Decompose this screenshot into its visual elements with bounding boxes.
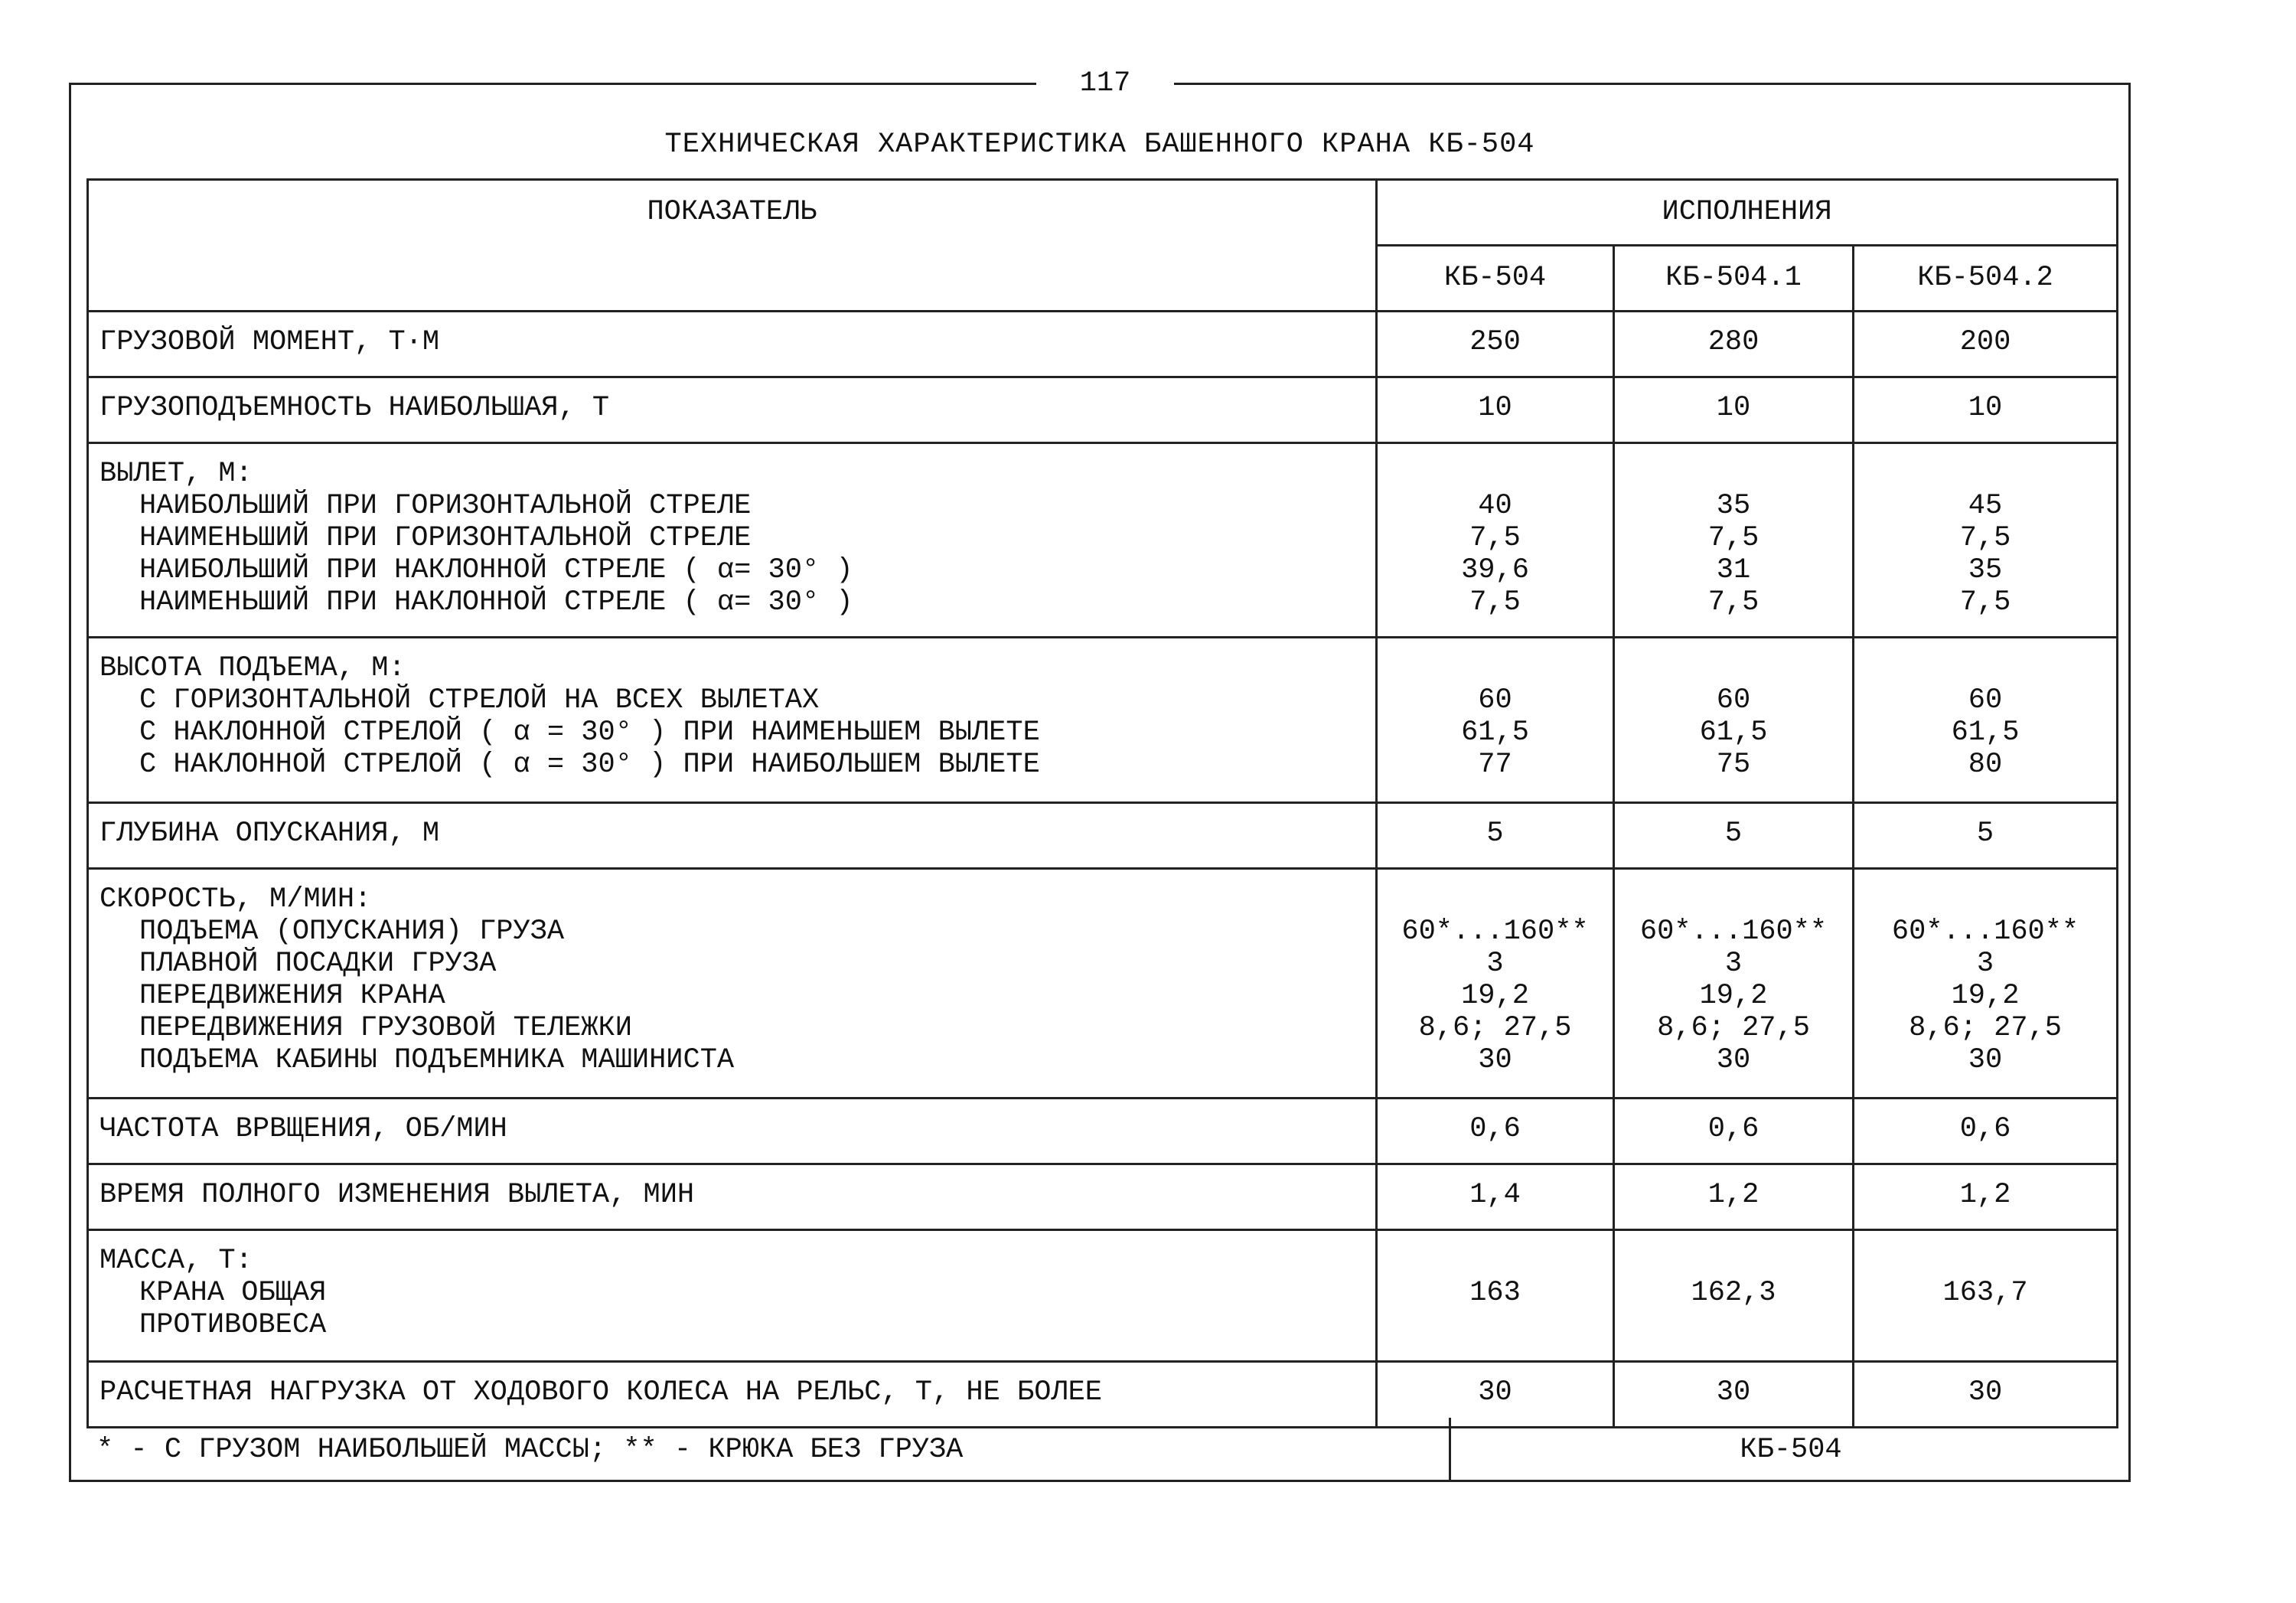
header-model: КБ-504 (1377, 246, 1614, 312)
value-cell (1614, 638, 1854, 803)
parameter-subitem: КРАНА ОБЩАЯ (139, 1277, 327, 1309)
page-title: ТЕХНИЧЕСКАЯ ХАРАКТЕРИСТИКА БАШЕННОГО КРАНА КБ-504 (664, 129, 1535, 161)
value-text: 1,2 (1959, 1179, 2011, 1211)
header-variants: ИСПОЛНЕНИЯ (1377, 180, 2118, 246)
value-text: 8,6; 27,5 (1657, 1012, 1810, 1044)
parameter-subitem: С НАКЛОННОЙ СТРЕЛОЙ ( α = 30° ) ПРИ НАИБОЛЬШЕМ ВЫЛЕТЕ (139, 749, 1040, 781)
parameter-name: СКОРОСТЬ, М/МИН: (99, 883, 372, 916)
parameter-subitem: С ГОРИЗОНТАЛЬНОЙ СТРЕЛОЙ НА ВСЕХ ВЫЛЕТАХ (139, 684, 820, 717)
value-text: 5 (1486, 818, 1504, 850)
value-cell (1854, 443, 2118, 638)
value-text: 61,5 (1699, 717, 1768, 749)
spacer (1381, 652, 1609, 684)
spacer (1618, 1245, 1849, 1277)
value-text: 60 (1968, 684, 2003, 717)
value-cell (1854, 638, 2118, 803)
value-cell (1614, 869, 1854, 1099)
spacer (1857, 883, 2113, 916)
value-text: 10 (1716, 392, 1751, 424)
value-text: 8,6; 27,5 (1909, 1012, 2062, 1044)
value-text: 0,6 (1707, 1113, 1760, 1145)
value-cell (1614, 377, 1854, 443)
parameter-cell (88, 638, 1377, 803)
table-row (88, 443, 2118, 638)
value-text: 7,5 (1707, 586, 1760, 619)
value-cell (1377, 1099, 1614, 1164)
value-text: 77 (1478, 749, 1512, 781)
value-cell (1854, 803, 2118, 869)
value-cell (1377, 638, 1614, 803)
value-text: 19,2 (1461, 980, 1529, 1012)
table-row (88, 1099, 2118, 1164)
parameter-cell (88, 1099, 1377, 1164)
value-text: 30 (1968, 1044, 2003, 1076)
table-row (88, 1164, 2118, 1230)
header-indicator: ПОКАЗАТЕЛЬ (88, 180, 1377, 312)
value-text: 5 (1724, 818, 1743, 850)
value-text: 0,6 (1959, 1113, 2011, 1145)
value-cell (1854, 1099, 2118, 1164)
value-text: 5 (1976, 818, 1994, 850)
value-cell (1854, 869, 2118, 1099)
parameter-cell (88, 377, 1377, 443)
value-cell (1614, 1099, 1854, 1164)
parameter-subitem: ПРОТИВОВЕСА (139, 1309, 327, 1341)
value-text: 3 (1486, 948, 1504, 980)
header-model: КБ-504.2 (1854, 246, 2118, 312)
value-text: 10 (1968, 392, 2003, 424)
value-text: 163 (1469, 1277, 1521, 1309)
value-cell (1377, 1230, 1614, 1362)
value-text: 19,2 (1699, 980, 1768, 1012)
parameter-name: ГРУЗОПОДЪЕМНОСТЬ НАИБОЛЬШАЯ, Т (99, 392, 610, 424)
parameter-name: ГЛУБИНА ОПУСКАНИЯ, М (99, 818, 440, 850)
parameter-name: ГРУЗОВОЙ МОМЕНТ, Т·М (99, 326, 440, 358)
value-cell (1614, 803, 1854, 869)
value-text: 75 (1716, 749, 1751, 781)
value-cell (1854, 1230, 2118, 1362)
value-text: 39,6 (1461, 554, 1529, 586)
parameter-subitem: НАИМЕНЬШИЙ ПРИ ГОРИЗОНТАЛЬНОЙ СТРЕЛЕ (139, 522, 752, 554)
value-text: 60 (1478, 684, 1512, 717)
value-text: 162,3 (1691, 1277, 1776, 1309)
parameter-cell (88, 312, 1377, 377)
value-cell (1614, 312, 1854, 377)
parameter-subitem: НАИБОЛЬШИЙ ПРИ НАКЛОННОЙ СТРЕЛЕ ( α= 30° ) (139, 554, 853, 586)
parameter-subitem: ПОДЪЕМА КАБИНЫ ПОДЪЕМНИКА МАШИНИСТА (139, 1044, 735, 1076)
value-cell (1377, 377, 1614, 443)
spec-table (86, 178, 2118, 1428)
value-text: 60*...160** (1401, 916, 1589, 948)
value-text: 30 (1478, 1376, 1512, 1409)
parameter-cell (88, 803, 1377, 869)
value-text: 60 (1716, 684, 1751, 717)
parameter-name: ВЫСОТА ПОДЪЕМА, М: (99, 652, 406, 684)
value-text: 45 (1968, 490, 2003, 522)
parameter-subitem: НАИБОЛЬШИЙ ПРИ ГОРИЗОНТАЛЬНОЙ СТРЕЛЕ (139, 490, 752, 522)
spacer (1381, 1245, 1609, 1277)
value-text: 60*...160** (1891, 916, 2079, 948)
parameter-subitem: ПЛАВНОЙ ПОСАДКИ ГРУЗА (139, 948, 497, 980)
footnote: * - С ГРУЗОМ НАИБОЛЬШЕЙ МАССЫ; ** - КРЮКА БЕЗ ГРУЗА (69, 1418, 1451, 1482)
value-cell (1377, 1164, 1614, 1230)
value-text: 7,5 (1959, 522, 2011, 554)
value-cell (1614, 443, 1854, 638)
value-text: 3 (1724, 948, 1743, 980)
value-text: 1,4 (1469, 1179, 1521, 1211)
value-text: 30 (1716, 1044, 1751, 1076)
parameter-subitem: ПЕРЕДВИЖЕНИЯ ГРУЗОВОЙ ТЕЛЕЖКИ (139, 1012, 632, 1044)
value-text: 7,5 (1707, 522, 1760, 554)
table-row (88, 638, 2118, 803)
value-text: 31 (1716, 554, 1751, 586)
header-model: КБ-504.1 (1614, 246, 1854, 312)
value-text: 7,5 (1959, 586, 2011, 619)
value-text: 163,7 (1942, 1277, 2028, 1309)
value-text: 60*...160** (1639, 916, 1828, 948)
value-text: 0,6 (1469, 1113, 1521, 1145)
value-text: 200 (1959, 326, 2011, 358)
spacer (1618, 652, 1849, 684)
footer-model-code: КБ-504 (1740, 1434, 1842, 1466)
value-cell (1614, 1164, 1854, 1230)
table-row (88, 869, 2118, 1099)
table-row (88, 312, 2118, 377)
page-number: 117 (1036, 63, 1174, 104)
spacer (1618, 458, 1849, 490)
value-cell (1854, 1164, 2118, 1230)
parameter-name: РАСЧЕТНАЯ НАГРУЗКА ОТ ХОДОВОГО КОЛЕСА НА РЕЛЬС, Т, НЕ БОЛЕЕ (99, 1376, 1103, 1409)
parameter-name: ЧАСТОТА ВРВЩЕНИЯ, ОБ/МИН (99, 1113, 507, 1145)
spacer (1381, 458, 1609, 490)
value-text: 250 (1469, 326, 1521, 358)
parameter-name: МАССА, Т: (99, 1245, 253, 1277)
parameter-subitem: С НАКЛОННОЙ СТРЕЛОЙ ( α = 30° ) ПРИ НАИМЕНЬШЕМ ВЫЛЕТЕ (139, 717, 1040, 749)
spacer (1857, 652, 2113, 684)
value-text: 7,5 (1469, 586, 1521, 619)
value-cell (1377, 803, 1614, 869)
parameter-subitem: ПЕРЕДВИЖЕНИЯ КРАНА (139, 980, 445, 1012)
spacer (1857, 458, 2113, 490)
parameter-name: ВЫЛЕТ, М: (99, 458, 253, 490)
value-text: 30 (1478, 1044, 1512, 1076)
value-cell (1854, 312, 2118, 377)
parameter-cell (88, 443, 1377, 638)
value-cell (1377, 312, 1614, 377)
parameter-cell (88, 1164, 1377, 1230)
value-text: 30 (1716, 1376, 1751, 1409)
value-text: 1,2 (1707, 1179, 1760, 1211)
value-text: 61,5 (1461, 717, 1529, 749)
value-cell (1377, 869, 1614, 1099)
parameter-cell (88, 869, 1377, 1099)
value-cell (1854, 377, 2118, 443)
value-text: 10 (1478, 392, 1512, 424)
value-text: 280 (1707, 326, 1760, 358)
parameter-cell (88, 1230, 1377, 1362)
parameter-name: ВРЕМЯ ПОЛНОГО ИЗМЕНЕНИЯ ВЫЛЕТА, МИН (99, 1179, 695, 1211)
parameter-subitem: НАИМЕНЬШИЙ ПРИ НАКЛОННОЙ СТРЕЛЕ ( α= 30° ) (139, 586, 853, 619)
spec-table-body (88, 312, 2118, 1428)
table-row (88, 803, 2118, 869)
value-text: 7,5 (1469, 522, 1521, 554)
value-cell (1614, 1230, 1854, 1362)
value-text: 40 (1478, 490, 1512, 522)
value-text: 61,5 (1951, 717, 2020, 749)
value-cell (1377, 443, 1614, 638)
value-text: 8,6; 27,5 (1418, 1012, 1572, 1044)
value-text: 3 (1976, 948, 1994, 980)
parameter-subitem: ПОДЪЕМА (ОПУСКАНИЯ) ГРУЗА (139, 916, 565, 948)
spacer (1618, 883, 1849, 916)
value-text: 80 (1968, 749, 2003, 781)
spacer (1857, 1245, 2113, 1277)
table-row (88, 1230, 2118, 1362)
value-text: 35 (1716, 490, 1751, 522)
spacer (1381, 883, 1609, 916)
value-text: 19,2 (1951, 980, 2020, 1012)
value-text: 30 (1968, 1376, 2003, 1409)
value-text: 35 (1968, 554, 2003, 586)
table-row (88, 377, 2118, 443)
